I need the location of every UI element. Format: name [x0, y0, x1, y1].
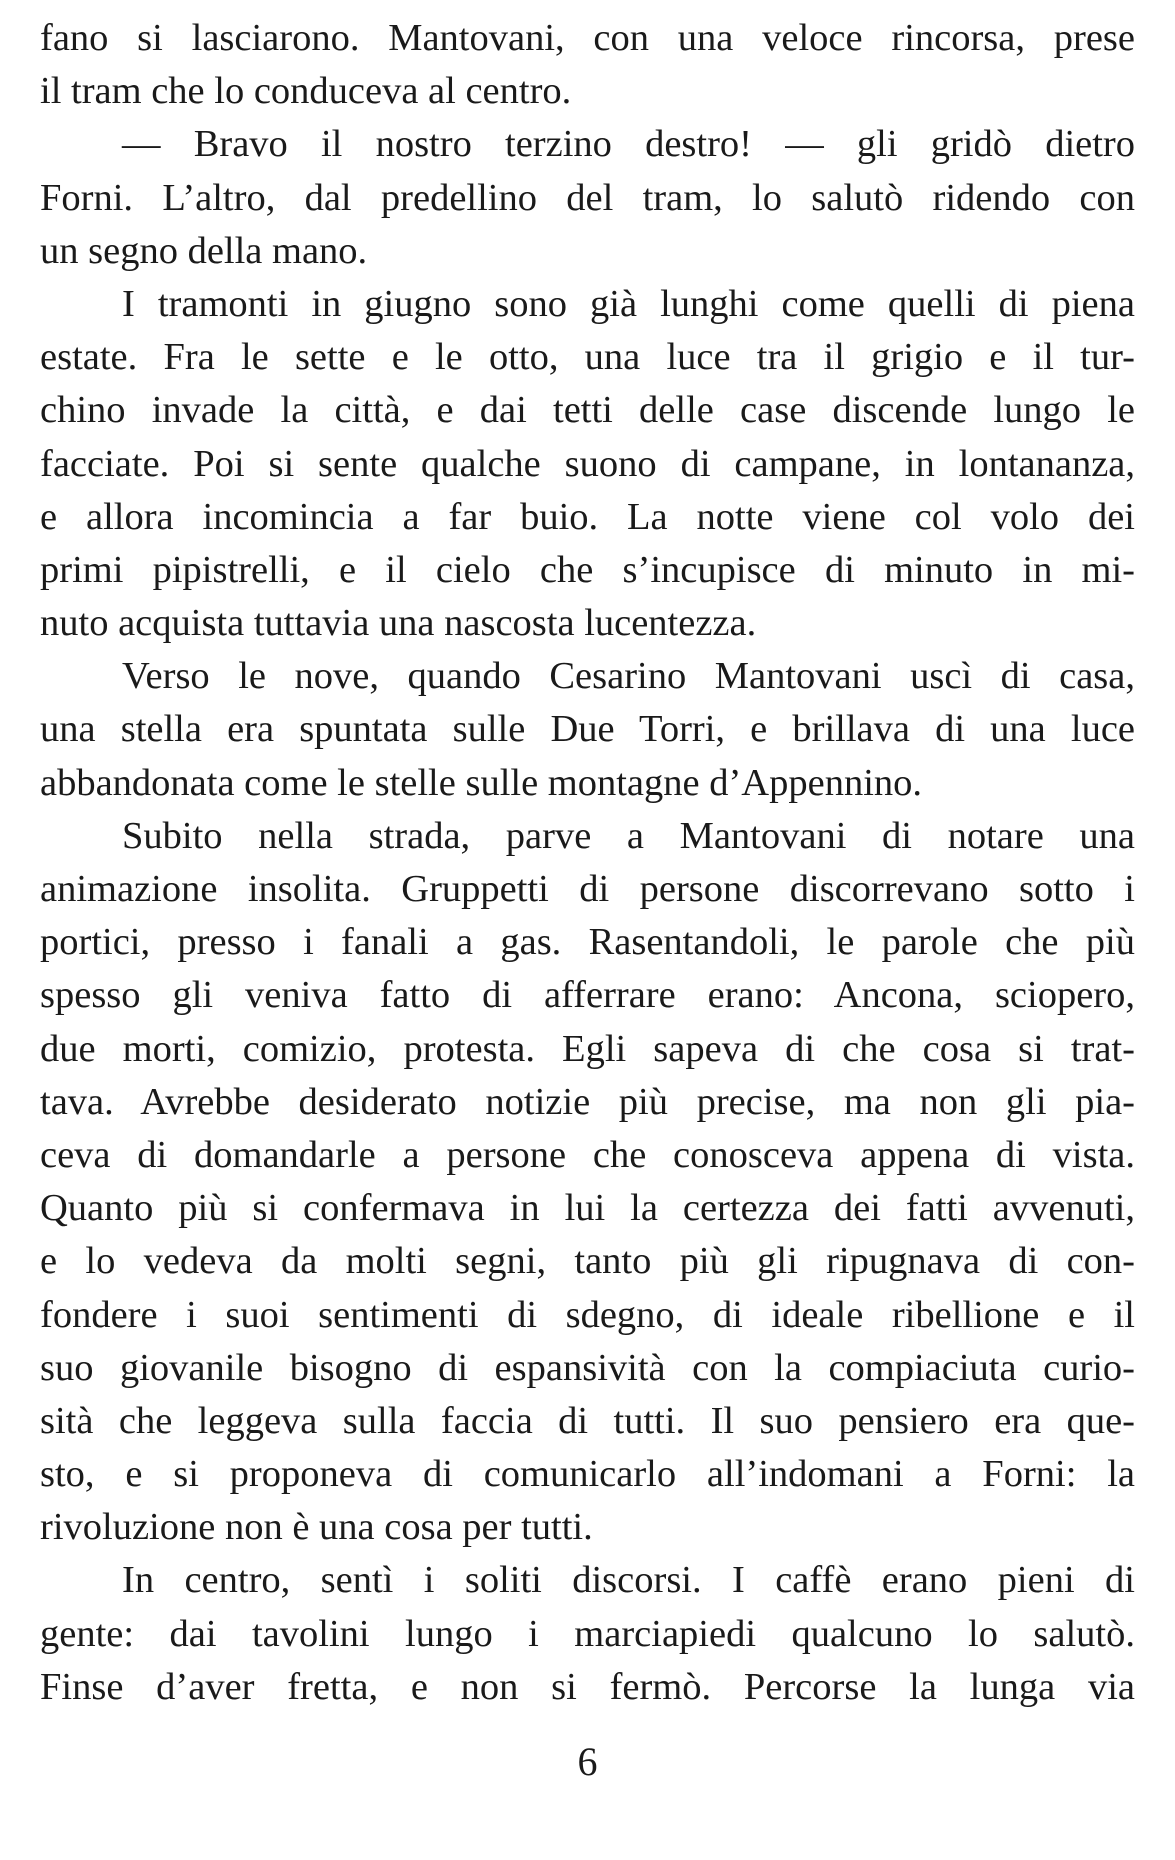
text-line: nuto acquista tuttavia una nascosta lucentezza. [40, 602, 757, 645]
text-line: gente: dai tavolini lungo i marciapiedi qualcuno lo salutò. [40, 1612, 1135, 1655]
text-line: e lo vedeva da molti segni, tanto più gli ripugnava di con- [40, 1240, 1135, 1283]
text-line: fondere i suoi sentimenti di sdegno, di ideale ribellione e il [40, 1293, 1135, 1336]
text-line: sità che leggeva sulla faccia di tutti. Il suo pensiero era que- [40, 1399, 1135, 1442]
text-line: Verso le nove, quando Cesarino Mantovani uscì di casa, [122, 655, 1135, 698]
text-line: un segno della mano. [40, 229, 368, 272]
text-line: Quanto più si confermava in lui la certezza dei fatti avvenuti, [40, 1187, 1135, 1230]
text-line: fano si lasciarono. Mantovani, con una veloce rincorsa, prese [40, 17, 1135, 59]
text-line: portici, presso i fanali a gas. Rasentandoli, le parole che più [40, 921, 1135, 964]
text-line: e allora incomincia a far buio. La notte viene col volo dei [40, 495, 1135, 538]
text-line: tava. Avrebbe desiderato notizie più precise, ma non gli pia- [40, 1080, 1135, 1123]
text-line: il tram che lo conduceva al centro. [40, 70, 572, 113]
text-line: estate. Fra le sette e le otto, una luce tra il grigio e il tur- [40, 336, 1135, 379]
page-number: 6 [577, 1739, 598, 1784]
text-line: — Bravo il nostro terzino destro! — gli gridò dietro [122, 123, 1135, 166]
text-line: I tramonti in giugno sono già lunghi come quelli di piena [122, 282, 1135, 325]
text-line: spesso gli veniva fatto di afferrare erano: Ancona, sciopero, [40, 974, 1135, 1017]
text-line: Forni. L’altro, dal predellino del tram, lo salutò ridendo con [40, 176, 1135, 219]
text-line: sto, e si proponeva di comunicarlo all’indomani a Forni: la [40, 1453, 1135, 1496]
text-line: chino invade la città, e dai tetti delle case discende lungo le [40, 389, 1135, 432]
text-line: rivoluzione non è una cosa per tutti. [40, 1506, 593, 1549]
text-line: una stella era spuntata sulle Due Torri, e brillava di una luce [40, 708, 1135, 751]
text-line: Finse d’aver fretta, e non si fermò. Percorse la lunga via [40, 1665, 1135, 1708]
text-line: animazione insolita. Gruppetti di persone discorrevano sotto i [40, 868, 1135, 910]
text-line: Subito nella strada, parve a Mantovani di notare una [122, 814, 1135, 857]
text-line: In centro, sentì i soliti discorsi. I caffè erano pieni di [122, 1559, 1135, 1602]
text-line: suo giovanile bisogno di espansività con la compiaciuta curio- [40, 1346, 1135, 1389]
text-line: ceva di domandarle a persone che conosceva appena di vista. [40, 1133, 1135, 1176]
text-line: facciate. Poi si sente qualche suono di campane, in lontananza, [40, 442, 1135, 485]
page-body [40, 12, 1135, 1714]
text-line: primi pipistrelli, e il cielo che s’incupisce di minuto in mi- [40, 548, 1135, 591]
text-line: abbandonata come le stelle sulle montagne d’Appennino. [40, 761, 923, 804]
text-line: due morti, comizio, protesta. Egli sapeva di che cosa si trat- [40, 1027, 1135, 1070]
